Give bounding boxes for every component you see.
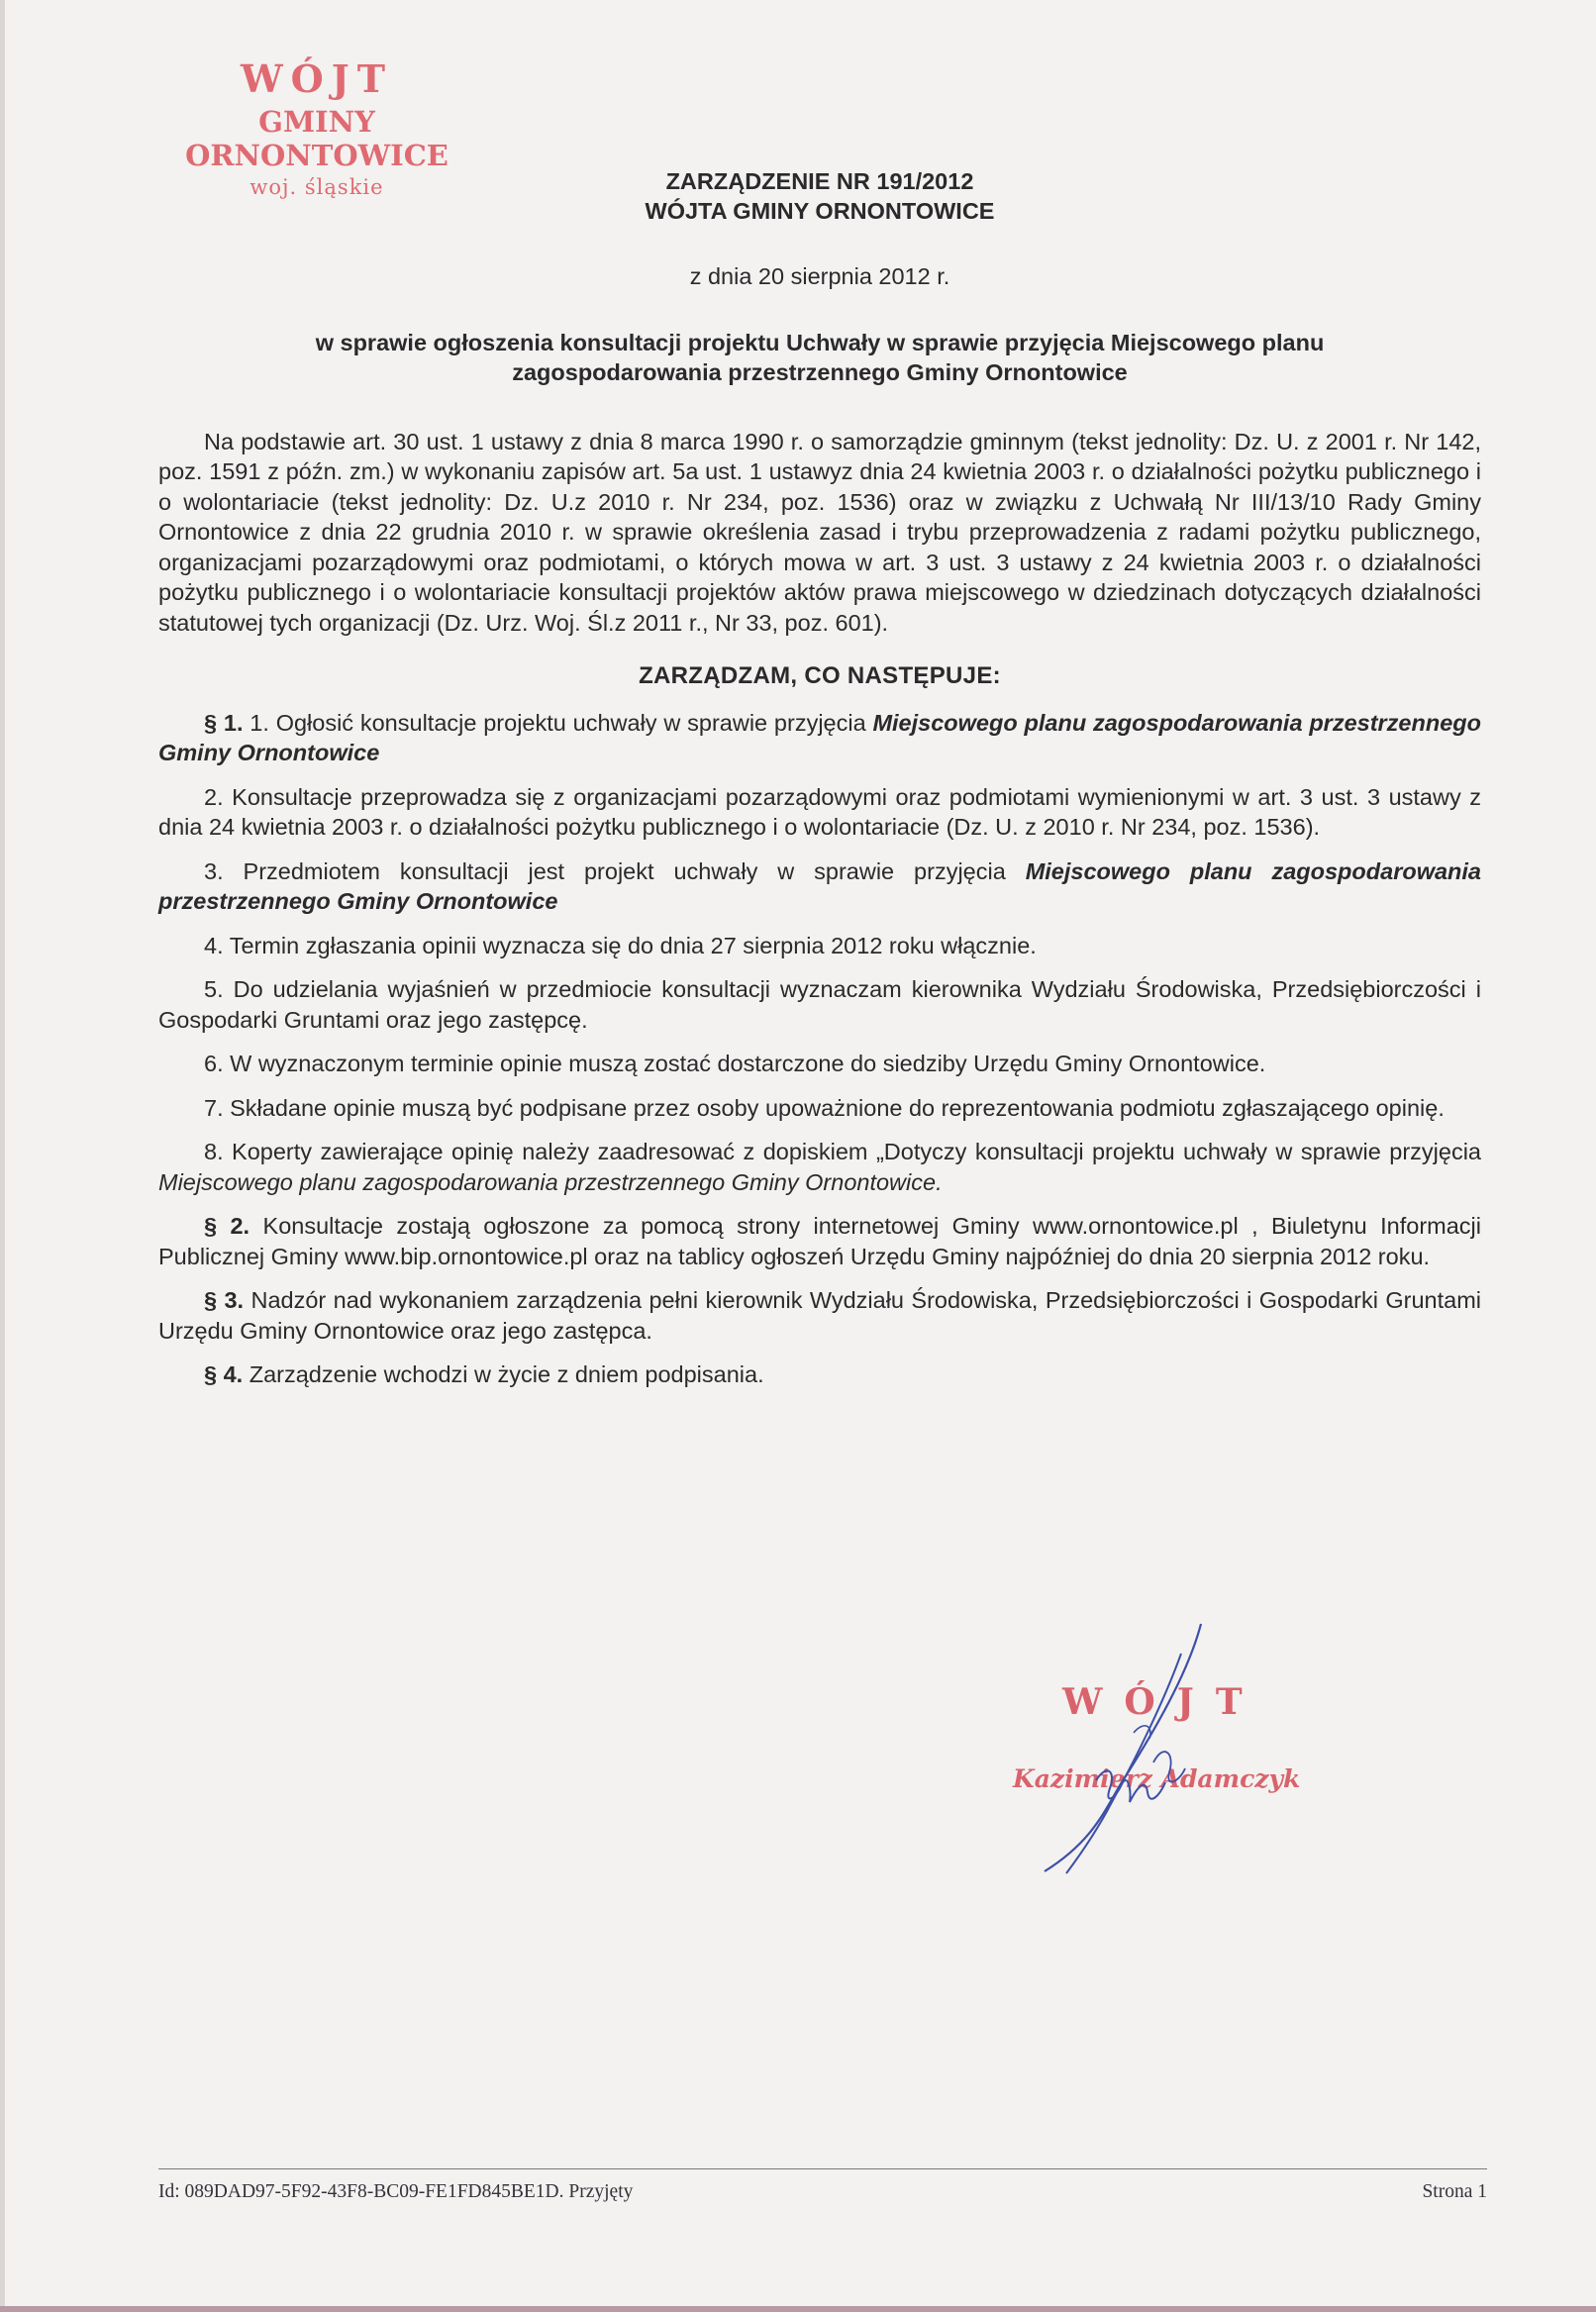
point-1-text: 1. Ogłosić konsultacje projektu uchwały w sprawie przyjęcia — [243, 709, 873, 736]
signature-stamp-title: WÓJT — [1062, 1681, 1264, 1723]
signature-stamp-name: Kazimierz Adamczyk — [1013, 1764, 1301, 1793]
page-bottom-edge — [0, 2306, 1596, 2312]
section-1-point-8 — [158, 1137, 1481, 1197]
point-1-emphasis: Miejscowego planu zagospodarowania przestrzennego Gminy Ornontowice — [158, 709, 1481, 765]
footer-page-number: Strona 1 — [1422, 2181, 1487, 2202]
section-3-text: Nadzór nad wykonaniem zarządzenia pełni kierownik Wydziału Środowiska, Przedsiębiorczości i Gospodarki Gruntami Urzędu Gminy Ornontowice oraz jego zastępca. — [158, 1287, 1481, 1344]
page-edge — [0, 0, 5, 2312]
point-3-text: 3. Przedmiotem konsultacji jest projekt uchwały w sprawie przyjęcia — [204, 857, 1026, 884]
section-4-text: Zarządzenie wchodzi w życie z dniem podpisania. — [243, 1361, 764, 1387]
section-1-point-2: 2. Konsultacje przeprowadza się z organizacjami pozarządowymi oraz podmiotami wymienionymi w art. 3 ust. 3 ustawy z dnia 24 kwietnia 2003 r. o działalności pożytku publicznego i o wolontariacie (Dz. U. z 2010 r. Nr 234, poz. 1536). — [158, 783, 1481, 840]
section-2 — [158, 1211, 1481, 1271]
legal-basis-paragraph: Na podstawie art. 30 ust. 1 ustawy z dnia 8 marca 1990 r. o samorządzie gminnym (tekst jednolity: Dz. U. z 2001 r. Nr 142, poz. 1591 z późn. zm.) w wykonaniu zapisów art. 5a ust. 1 ustawyz dnia 24 kwietnia 2003 r. o działalności pożytku publicznego i o wolontariacie (tekst jednolity: Dz. U.z 2010 r. Nr 234, poz. 1536) oraz w związku z Uchwałą Nr III/13/10 Rady Gminy Ornontowice z dnia 22 grudnia 2010 r. w sprawie określenia zasad i trybu przeprowadzenia z radami pożytku publicznego, organizacjami pozarządowymi oraz podmiotami, o których mowa w art. 3 ust. 3 ustawy z 24 kwietnia 2003 r. o działalności pożytku publicznego i o wolontariacie konsultacji projektów aktów prawa miejscowego w dziedzinach dotyczących działalności statutowej tych organizacji (Dz. Urz. Woj. Śl.z 2011 r., Nr 33, poz. 601). — [158, 428, 1481, 636]
handwritten-signature — [1005, 1614, 1322, 1891]
section-1-point-7: 7. Składane opinie muszą być podpisane przez osoby upoważnione do reprezentowania podmiotu zgłaszającego opinię. — [204, 1094, 1445, 1121]
document-body — [158, 166, 1481, 1390]
stamp-municipality: GMINY ORNONTOWICE — [185, 105, 449, 172]
document-title — [158, 166, 1481, 226]
stamp-voivodeship: woj. śląskie — [249, 175, 384, 199]
footer-document-id: Id: 089DAD97-5F92-43F8-BC09-FE1FD845BE1D. Przyjęty — [158, 2181, 634, 2202]
title-line-1: ZARZĄDZENIE NR 191/2012 — [665, 168, 974, 194]
footer-divider — [158, 2168, 1487, 2169]
point-3-emphasis: Miejscowego planu zagospodarowania przestrzennego Gminy Ornontowice — [158, 857, 1481, 914]
section-2-text: Konsultacje zostają ogłoszone za pomocą strony internetowej Gminy www.ornontowice.pl , Biuletynu Informacji Publicznej Gminy www.bip.ornontowice.pl oraz na tablicy ogłoszeń Urzędu Gminy najpóźniej do dnia 20 sierpnia 2012 roku. — [158, 1213, 1481, 1269]
point-8-emphasis: Miejscowego planu zagospodarowania przestrzennego Gminy Ornontowice. — [158, 1168, 943, 1195]
stamp-title: WÓJT — [240, 56, 394, 101]
decree-heading: ZARZĄDZAM, CO NASTĘPUJE: — [639, 662, 1001, 689]
subject-line-2: zagospodarowania przestrzennego Gminy Ornontowice — [512, 358, 1128, 385]
section-1-point-6: 6. W wyznaczonym terminie opinie muszą zostać dostarczone do siedziby Urzędu Gminy Ornontowice. — [204, 1051, 1266, 1076]
section-3 — [158, 1285, 1481, 1346]
section-1-point-1 — [158, 708, 1481, 768]
section-4 — [158, 1359, 1481, 1390]
section-4-marker: § 4. — [204, 1361, 244, 1387]
section-1-point-4: 4. Termin zgłaszania opinii wyznacza się do dnia 27 sierpnia 2012 roku włącznie. — [204, 932, 1037, 958]
section-2-marker: § 2. — [204, 1213, 250, 1239]
section-1-point-3 — [158, 856, 1481, 917]
document-date: z dnia 20 sierpnia 2012 r. — [689, 263, 950, 289]
signature-block — [1005, 1614, 1322, 1891]
section-1-marker: § 1. — [204, 709, 244, 736]
section-1-point-5: 5. Do udzielania wyjaśnień w przedmiocie konsultacji wyznaczam kierownika Wydziału Środowiska, Przedsiębiorczości i Gospodarki Gruntami oraz jego zastępcę. — [158, 976, 1481, 1033]
point-8-text: 8. Koperty zawierające opinię należy zaadresować z dopiskiem „Dotyczy konsultacji projektu uchwały w sprawie przyjęcia — [204, 1139, 1481, 1164]
section-3-marker: § 3. — [204, 1287, 245, 1313]
subject-line-1: w sprawie ogłoszenia konsultacji projektu Uchwały w sprawie przyjęcia Miejscowego planu — [315, 329, 1325, 355]
title-line-2: WÓJTA GMINY ORNONTOWICE — [645, 198, 995, 224]
document-subject — [158, 328, 1481, 387]
